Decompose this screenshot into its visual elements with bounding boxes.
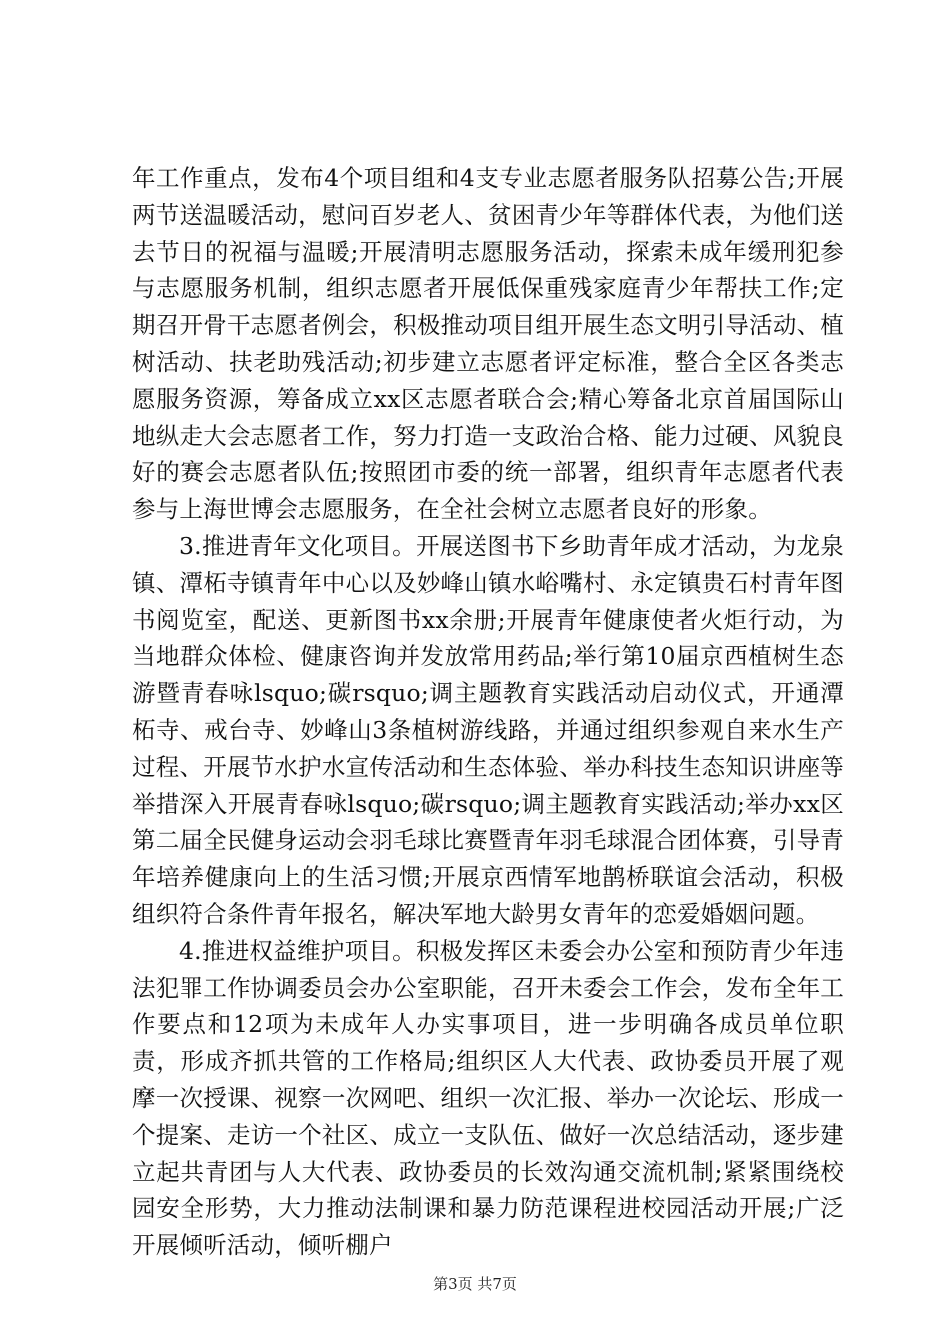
paragraph-3: 4.推进权益维护项目。积极发挥区未委会办公室和预防青少年违法犯罪工作协调委员会办公室职能，召开未委会工作会，发布全年工作要点和12项为未成年人办实事项目，进一步明确各成员单位职责，形成齐抓共管的工作格局;组织区人大代表、政协委员开展了观摩一次授课、视察一次网吧、组织一次汇报、举办一次论坛、形成一个提案、走访一个社区、成立一支队伍、做好一次总结活动，逐步建立起共青团与人大代表、政协委员的长效沟通交流机制;紧紧围绕校园安全形势，大力推动法制课和暴力防范课程进校园活动开展;广泛开展倾听活动，倾听棚户 (132, 936, 844, 1260)
paragraph-1: 年工作重点，发布4个项目组和4支专业志愿者服务队招募公告;开展两节送温暖活动，慰问百岁老人、贫困青少年等群体代表，为他们送去节日的祝福与温暖;开展清明志愿服务活动，探索未成年缓刑犯参与志愿服务机制，组织志愿者开展低保重残家庭青少年帮扶工作;定期召开骨干志愿者例会，积极推动项目组开展生态文明引导活动、植树活动、扶老助残活动;初步建立志愿者评定标准，整合全区各类志愿服务资源，筹备成立xx区志愿者联合会;精心筹备北京首届国际山地纵走大会志愿者工作，努力打造一支政治合格、能力过硬、风貌良好的赛会志愿者队伍;按照团市委的统一部署，组织青年志愿者代表参与上海世博会志愿服务，在全社会树立志愿者良好的形象。 (132, 164, 844, 524)
page-footer: 第3页 共7页 (433, 1275, 517, 1293)
document-body (132, 160, 844, 1264)
paragraph-2: 3.推进青年文化项目。开展送图书下乡助青年成才活动，为龙泉镇、潭柘寺镇青年中心以及妙峰山镇水峪嘴村、永定镇贵石村青年图书阅览室，配送、更新图书xx余册;开展青年健康使者火炬行动，为当地群众体检、健康咨询并发放常用药品;举行第10届京西植树生态游暨青春咏lsquo;碳rsquo;调主题教育实践活动启动仪式，开通潭柘寺、戒台寺、妙峰山3条植树游线路，并通过组织参观自来水生产过程、开展节水护水宣传活动和生态体验、举办科技生态知识讲座等举措深入开展青春咏lsquo;碳rsquo;调主题教育实践活动;举办xx区第二届全民健身运动会羽毛球比赛暨青年羽毛球混合团体赛，引导青年培养健康向上的生活习惯;开展京西情军地鹊桥联谊会活动，积极组织符合条件青年报名，解决军地大龄男女青年的恋爱婚姻问题。 (132, 531, 844, 928)
